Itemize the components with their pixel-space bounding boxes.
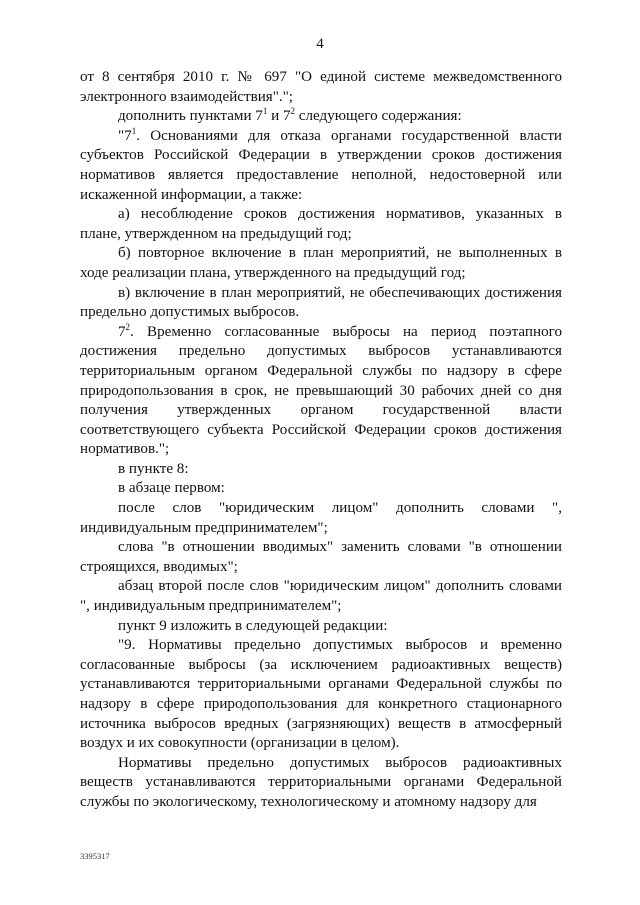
paragraph: в абзаце первом: — [118, 480, 225, 497]
paragraph — [80, 127, 562, 205]
text-run: и 7 — [267, 108, 291, 125]
paragraph: а) несоблюдение сроков достижения нормативов, указанных в плане, утвержденном на предыдущий год; — [80, 206, 562, 242]
superscript: 2 — [125, 321, 131, 332]
text-run: 7 — [118, 323, 126, 340]
paragraph: в) включение в план мероприятий, не обеспечивающих достижения предельно допустимых выбросов. — [80, 284, 562, 321]
paragraph: слова "в отношении вводимых" заменить словами "в отношении строящихся, вводимых"; — [80, 539, 562, 575]
paragraph: Нормативы предельно допустимых выбросов радиоактивных веществ устанавливаются территориальными органами Федеральной службы по экологическому, технологическому и атомному надзору для — [80, 754, 562, 810]
superscript: 2 — [290, 106, 296, 117]
text-run: . Основаниями для отказа органами государственной власти субъектов Российской Федерации в утверждении сроков достижения нормативов является предоставление неполной, недостоверной или искаженной информации, а также: — [80, 127, 562, 203]
page-number: 4 — [316, 36, 324, 52]
document-body — [80, 68, 562, 813]
paragraph: от 8 сентября 2010 г. № 697 "О единой системе межведомственного электронного взаимодействия"."; — [80, 69, 562, 105]
document-code: 3395317 — [80, 851, 110, 861]
text-run: "7 — [118, 127, 132, 144]
text-run: дополнить пунктами 7 — [118, 108, 263, 125]
text-run: следующего содержания: — [295, 108, 462, 125]
paragraph: абзац второй после слов "юридическим лицом" дополнить словами ", индивидуальным предпринимателем"; — [80, 578, 562, 615]
paragraph: в пункте 8: — [118, 460, 189, 477]
superscript: 1 — [131, 125, 137, 136]
paragraph: пункт 9 изложить в следующей редакции: — [118, 617, 388, 634]
superscript: 1 — [262, 106, 268, 117]
paragraph — [80, 107, 562, 127]
paragraph: б) повторное включение в план мероприятий, не выполненных в ходе реализации плана, утвержденного на предыдущий год; — [80, 245, 562, 281]
paragraph: "9. Нормативы предельно допустимых выбросов и временно согласованные выбросы (за исключением радиоактивных веществ) устанавливаются территориальными органами Федеральной службы по надзору в сфере природопользования для конкретного стационарного источника выбросов вредных (загрязняющих) веществ в атмосферный воздух и их совокупности (организации в целом). — [80, 637, 562, 752]
paragraph: после слов "юридическим лицом" дополнить словами ", индивидуальным предпринимателем"; — [80, 500, 562, 536]
text-run: . Временно согласованные выбросы на период поэтапного достижения предельно допустимых выбросов устанавливаются территориальным органом Федеральной службы по надзору в сфере природопользования в срок, не превышающий 30 рабочих дней со дня получения утвержденных органом государственной власти соответствующего субъекта Российской Федерации сроков достижения нормативов."; — [80, 323, 562, 458]
paragraph — [80, 323, 562, 460]
